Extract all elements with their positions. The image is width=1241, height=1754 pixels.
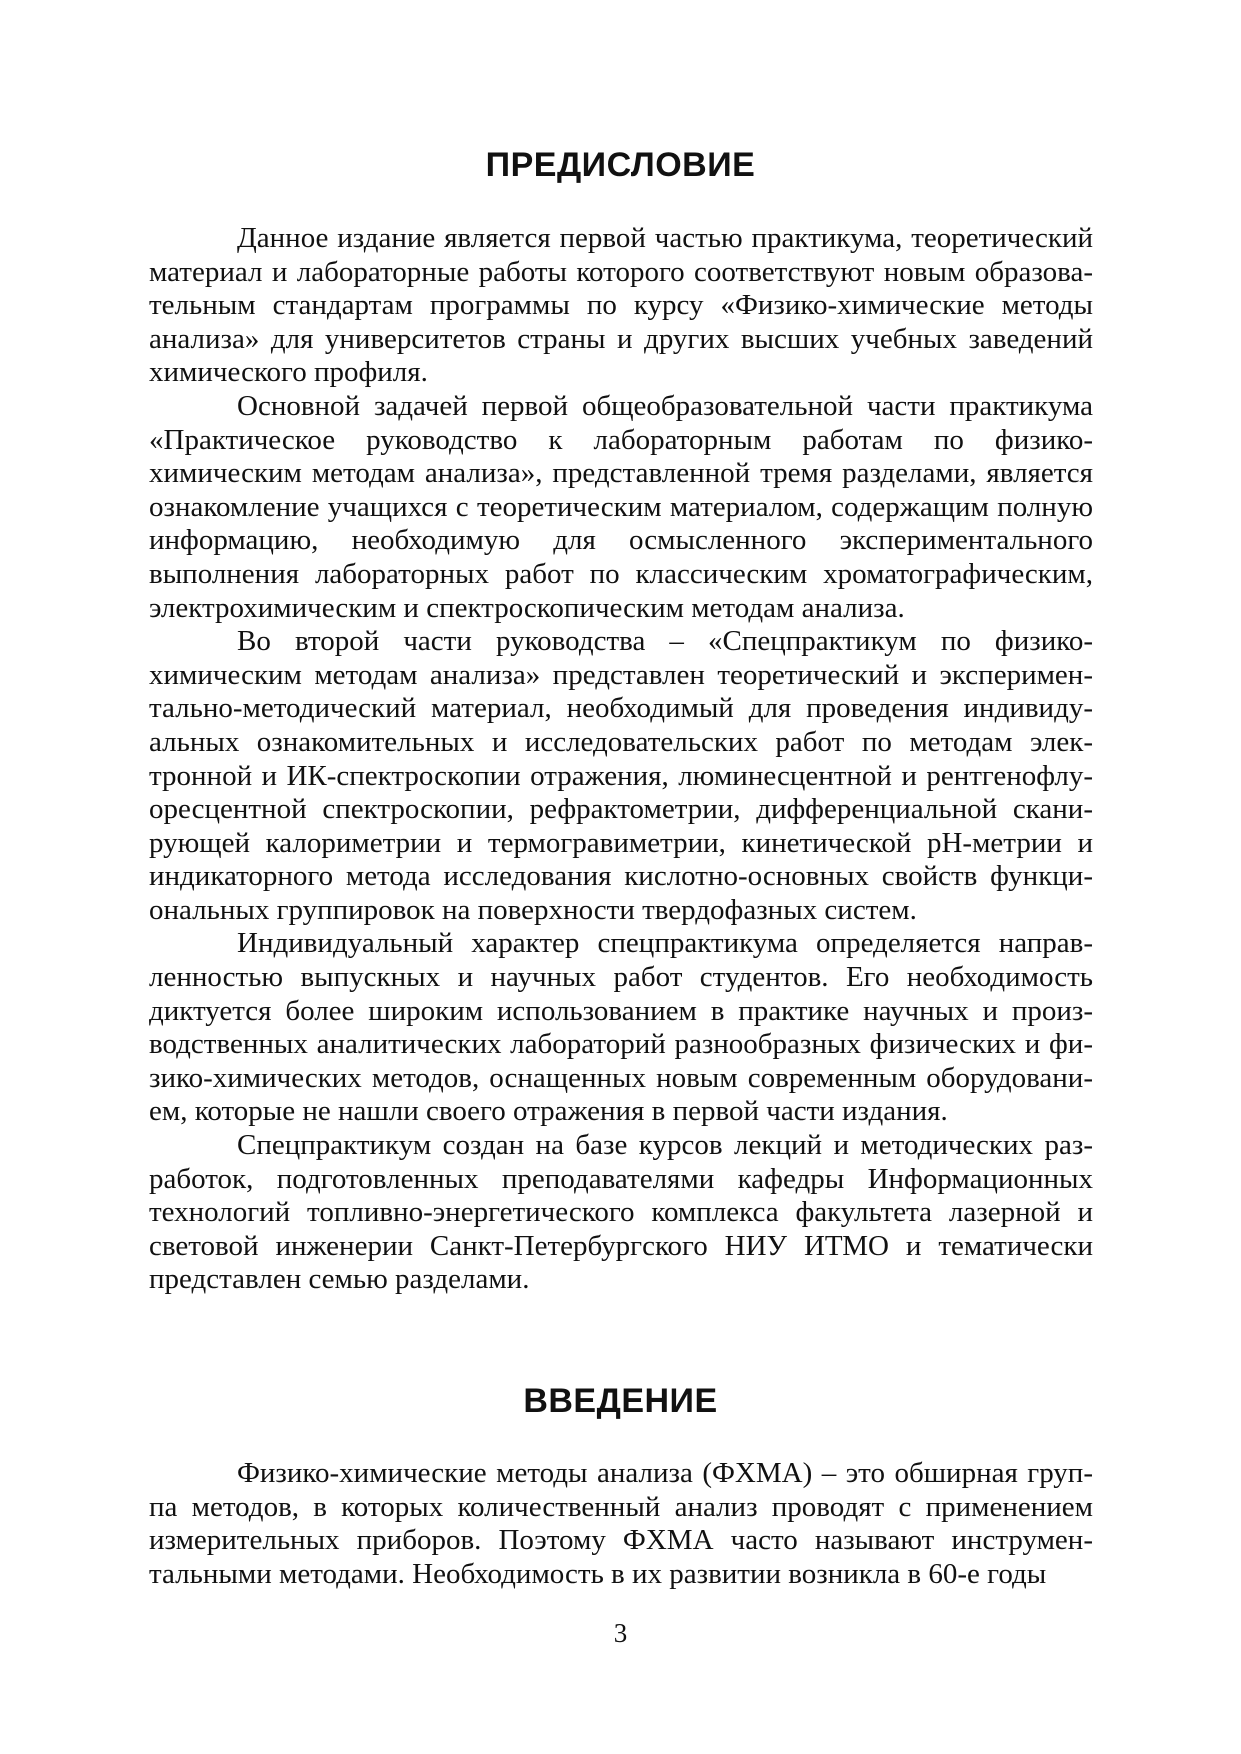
introduction-body <box>149 1457 1093 1591</box>
introduction-heading: ВВЕДЕНИЕ <box>523 1382 718 1420</box>
preface-heading: ПРЕДИСЛОВИЕ <box>485 146 756 184</box>
preface-paragraph-2: Основной задачей первой общеобразовательной части практикума «Практическое руководство к лабораторным работам по физико-химическим методам анализа», представленной тремя разделами, является ознакомление учащихся с теоретическим материалом, содержащим полную информацию, необходимую для осмысленного экспериментального выполнения лабораторных работ по классическим хроматографическим, электрохимическим и спектроскопическим методам анализа. <box>149 389 1093 624</box>
preface-paragraph-4: Индивидуальный характер спецпрактикума определяется направленностью выпускных и научных работ студентов. Его необходимость диктуется более широким использованием в практике научных и производственных аналитических лабораторий разнообразных физических и физико-химических методов, оснащенных новым современным оборудованием, которые не нашли своего отражения в первой части издания. <box>149 927 1093 1128</box>
page-number: 3 <box>613 1618 628 1648</box>
preface-paragraph-1: Данное издание является первой частью практикума, теоретический материал и лабораторные работы которого соответствуют новым образовательным стандартам программы по курсу «Физико-химические методы анализа» для университетов страны и других высших учебных заведений химического профиля. <box>149 222 1093 389</box>
preface-paragraph-3: Во второй части руководства – «Спецпрактикум по физико-химическим методам анализа» представлен теоретический и экспериментально-методический материал, необходимый для проведения индивидуальных ознакомительных и исследовательских работ по методам электронной и ИК-спектроскопии отражения, люминесцентной и рентгенофлуоресцентной спектроскопии, рефрактометрии, дифференциальной сканирующей калориметрии и термогравиметрии, кинетической pH-метрии и индикаторного метода исследования кислотно-основных свойств функциональных группировок на поверхности твердофазных систем. <box>149 625 1093 926</box>
preface-paragraph-5: Спецпрактикум создан на базе курсов лекций и методических разработок, подготовленных преподавателями кафедры Информационных технологий топливно-энергетического комплекса факультета лазерной и световой инженерии Санкт-Петербургского НИУ ИТМО и тематически представлен семью разделами. <box>149 1129 1093 1296</box>
preface-body <box>149 222 1093 1297</box>
introduction-paragraph-1: Физико-химические методы анализа (ФХМА) – это обширная группа методов, в которых количественный анализ проводят с применением измерительных приборов. Поэтому ФХМА часто называют инструментальными методами. Необходимость в их развитии возникла в 60-е годы <box>149 1457 1093 1590</box>
